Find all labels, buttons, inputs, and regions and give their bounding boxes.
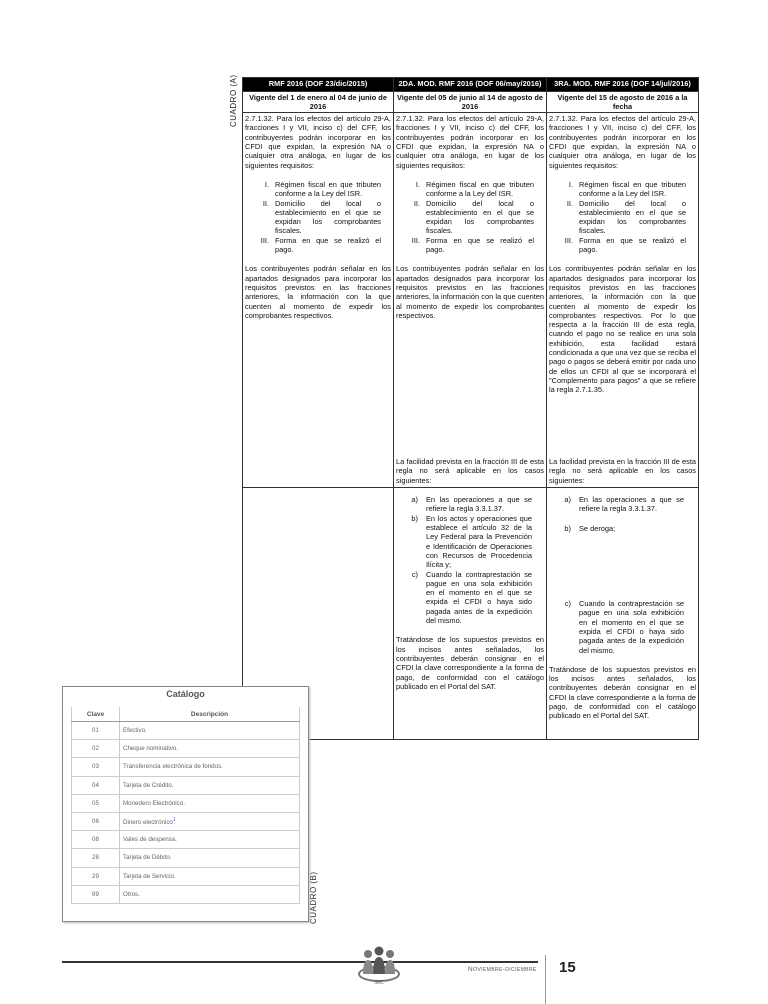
rule-intro: 2.7.1.32. Para los efectos del artículo 29-A, fracciones I y VII, inciso c) del CFF, los contribuyentes podrán incorporar en los CFDI que expidan, la expresión NA o cualquier otra análoga, en lugar de los siguientes requisitos: bbox=[396, 114, 544, 170]
cases-list bbox=[396, 495, 544, 625]
rule-row bbox=[243, 113, 699, 488]
list-item: b) Se deroga; bbox=[564, 523, 616, 533]
list-item: c) Cuando la contraprestación se pague en una sola exhibición en el momento en el que se expida el CFDI o haya sido pagada antes de la expedición del mismo. bbox=[564, 599, 684, 655]
page-number: 15 bbox=[559, 959, 576, 976]
cases-col3 bbox=[547, 488, 699, 740]
catalog-title: Catálogo bbox=[166, 689, 205, 699]
cases-list bbox=[549, 495, 696, 655]
table-row: 99 Otros. bbox=[72, 885, 300, 903]
table-row: 06 Dinero electrónico$^1$ bbox=[72, 812, 300, 830]
catalog-table bbox=[71, 707, 300, 904]
catalog-header-row bbox=[72, 707, 300, 722]
subheader-row bbox=[243, 91, 699, 113]
list-item: III. Forma en que se realizó el pago. bbox=[564, 235, 686, 255]
requirement-list bbox=[549, 180, 696, 254]
header-2da-mod: 2DA. MOD. RMF 2016 (DOF 06/may/2016) bbox=[394, 78, 547, 92]
cases-col2 bbox=[394, 488, 547, 740]
rule-text-col3 bbox=[547, 113, 699, 488]
list-item: I. Régimen fiscal en que tributen conforme a la Ley del ISR. bbox=[568, 179, 686, 199]
catalog-col-clave: Clave bbox=[72, 707, 120, 722]
list-item: a) En las operaciones a que se refiere la regla 3.3.1.37. bbox=[564, 495, 684, 514]
table-row: 03 Transferencia electrónica de fondos. bbox=[72, 758, 300, 776]
subheader-vigencia-3: Vigente del 15 de agosto de 2016 a la fecha bbox=[547, 91, 699, 113]
rule-intro: 2.7.1.32. Para los efectos del artículo 29-A, fracciones I y VII, inciso c) del CFF, los contribuyentes podrán incorporar en los CFDI que expidan, la expresión NA o cualquier otra análoga, en lugar de los siguientes requisitos: bbox=[549, 114, 696, 170]
cases-row bbox=[243, 488, 699, 740]
rule-facility: La facilidad prevista en la fracción III de esta regla no será aplicable en los casos siguientes: bbox=[549, 457, 696, 485]
header-row bbox=[243, 78, 699, 92]
footer-rule bbox=[62, 961, 538, 963]
table-row: 04 Tarjeta de Crédito. bbox=[72, 776, 300, 794]
people-group-icon bbox=[356, 944, 402, 986]
list-item: I. Régimen fiscal en que tributen conforme a la Ley del ISR. bbox=[415, 179, 534, 199]
list-item: a) En las operaciones a que se refiere la regla 3.3.1.37. bbox=[411, 495, 532, 514]
footer-divider bbox=[545, 955, 546, 1004]
requirement-list bbox=[396, 180, 544, 254]
header-rmf-2016: RMF 2016 (DOF 23/dic/2015) bbox=[243, 78, 394, 92]
comparison-table bbox=[242, 77, 699, 740]
catalog-col-desc: Descripción bbox=[120, 707, 300, 722]
rule-intro: 2.7.1.32. Para los efectos del artículo 29-A, fracciones I y VII, inciso c) del CFF, los contribuyentes podrán incorporar en los CFDI que expidan, la expresión NA o cualquier otra análoga, en lugar de los siguientes requisitos: bbox=[245, 114, 391, 170]
footer-month: Noviembre-diciembre bbox=[468, 966, 537, 973]
list-item: II. Domicilio del local o establecimiento en el que se expidan los comprobantes fiscales. bbox=[262, 198, 381, 236]
rule-closing: Los contribuyentes podrán señalar en los apartados designados para incorporar los requisitos previstos en las fracciones anteriores, la información con la que cuenten al momento de expedir los comprobantes respectivos. Por lo que respecta a la fracción III de esta regla, cuando el pago no se realice en una sola exhibición, esta facilidad estará condicionada a que una vez que se reciba el pago o pagos se deberá emitir por cada uno de ellos un CFDI al que se incorporará el "Complemento para pagos" a que se refiere la regla 2.7.1.35. bbox=[549, 264, 696, 395]
cuadro-b-label: CUADRO (B) bbox=[309, 871, 318, 924]
footnote-marker: 1 bbox=[172, 817, 176, 823]
subheader-vigencia-1: Vigente del 1 de enero al 04 de junio de 2016 bbox=[243, 91, 394, 113]
header-3ra-mod: 3RA. MOD. RMF 2016 (DOF 14/jul/2016) bbox=[547, 78, 699, 92]
rule-text-col1 bbox=[243, 113, 394, 488]
table-row: 28 Tarjeta de Débito. bbox=[72, 849, 300, 867]
cases-final: Tratándose de los supuestos previstos en los incisos antes señalados, los contribuyentes deberán consignar en el CFDI la clave correspondiente a la forma de pago, de conformidad con el catálogo publicado en el Portal del SAT. bbox=[396, 635, 544, 691]
list-item: II. Domicilio del local o establecimiento en el que se expidan los comprobantes fiscales. bbox=[566, 198, 686, 236]
rule-closing: Los contribuyentes podrán señalar en los apartados designados para incorporar los requisitos previstos en las fracciones anteriores, la información con la que cuenten al momento de expedir los comprobantes respectivos. bbox=[245, 264, 391, 320]
logo-text: IMC bbox=[374, 980, 384, 986]
table-row: 29 Tarjeta de Servicio. bbox=[72, 867, 300, 885]
table-row: 02 Cheque nominativo. bbox=[72, 740, 300, 758]
subheader-vigencia-2: Vigente del 05 de junio al 14 de agosto de 2016 bbox=[394, 91, 547, 113]
rule-text-col2 bbox=[394, 113, 547, 488]
cuadro-a-label: CUADRO (A) bbox=[229, 74, 238, 127]
list-item: II. Domicilio del local o establecimiento en el que se expidan los comprobantes fiscales. bbox=[413, 198, 534, 236]
list-item: b) En los actos y operaciones que establece el artículo 32 de la Ley Federal para la Prevención e Identificación de Operaciones con Recursos de Procedencia Ilícita y; bbox=[411, 513, 532, 570]
table-row: 05 Monedero Electrónico. bbox=[72, 794, 300, 812]
rule-facility: La facilidad prevista en la fracción III de esta regla no será aplicable en los casos siguientes: bbox=[396, 457, 544, 485]
rule-closing: Los contribuyentes podrán señalar en los apartados designados para incorporar los requisitos previstos en las fracciones anteriores, la información con la que cuenten al momento de expedir los comprobantes respectivos. bbox=[396, 264, 544, 320]
list-item: c) Cuando la contraprestación se pague en una sola exhibición en el momento en el que se expida el CFDI o haya sido pagada antes de la expedición del mismo. bbox=[411, 569, 532, 626]
table-row: 01 Efectivo. bbox=[72, 722, 300, 740]
cases-final: Tratándose de los supuestos previstos en los incisos antes señalados, los contribuyentes deberán consignar en el CFDI la clave correspondiente a la forma de pago, de conformidad con el catálogo publicado en el Portal del SAT. bbox=[549, 664, 696, 721]
table-row: 08 Vales de despensa. bbox=[72, 831, 300, 849]
requirement-list bbox=[245, 180, 391, 254]
list-item: I. Régimen fiscal en que tributen conforme a la Ley del ISR. bbox=[264, 179, 381, 199]
list-item: III. Forma en que se realizó el pago. bbox=[260, 235, 381, 255]
catalog-image bbox=[62, 686, 309, 922]
list-item: III. Forma en que se realizó el pago. bbox=[411, 235, 534, 255]
